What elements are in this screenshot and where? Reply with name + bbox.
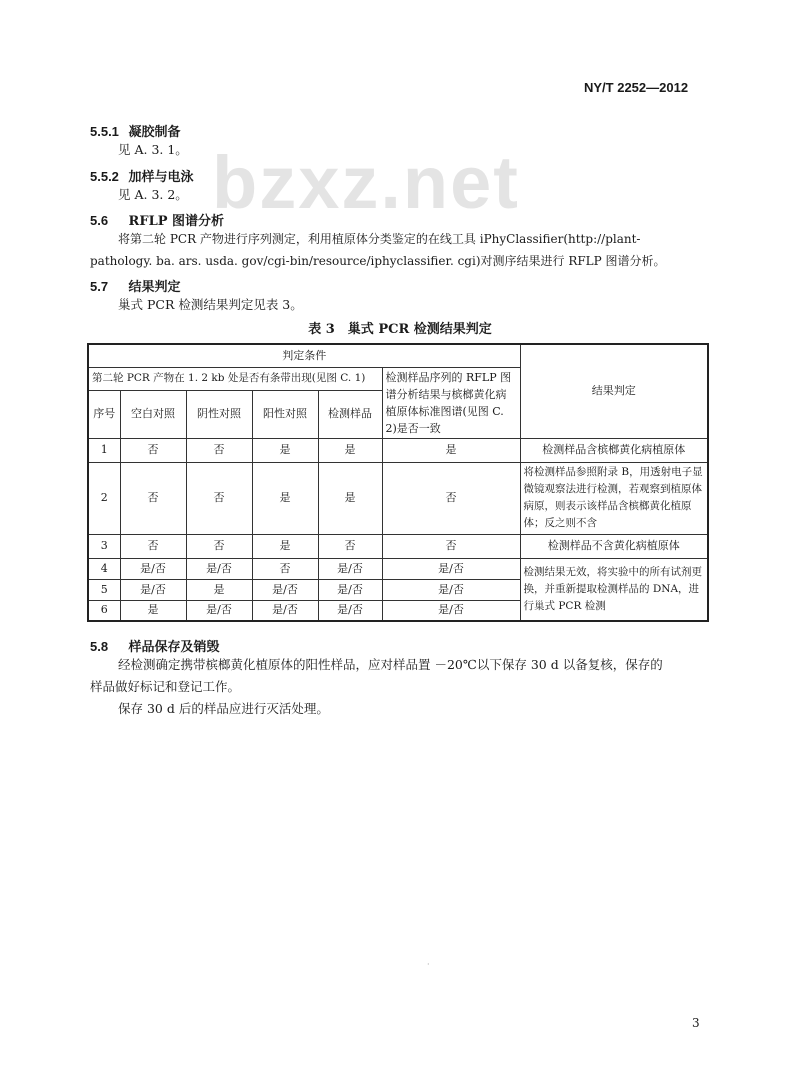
section-title: RFLP 图谱分析 (128, 214, 225, 229)
table-row (88, 462, 708, 534)
section-title: 凝胶制备 (128, 125, 181, 140)
cell-blank: 是 (120, 600, 186, 621)
column-header: 空白对照 (120, 390, 186, 438)
cell-blank: 否 (120, 534, 186, 558)
cell-result: 检测样品含槟榔黄化病植原体 (520, 438, 708, 462)
page-number: 3 (692, 1016, 700, 1030)
section-body-5-8-line3: 保存 30 d 后的样品应进行灭活处理。 (118, 701, 329, 716)
section-number: 5.8 (90, 639, 109, 654)
cell-rflp: 是/否 (382, 579, 520, 600)
column-header: 阳性对照 (252, 390, 318, 438)
column-header: 序号 (88, 390, 120, 438)
cell-negative: 否 (186, 462, 252, 534)
cell-negative: 是 (186, 579, 252, 600)
cell-blank: 是/否 (120, 579, 186, 600)
section-body-5-7: 巢式 PCR 检测结果判定见表 3。 (118, 297, 303, 312)
cell-sample: 是/否 (318, 579, 382, 600)
cell-positive: 是 (252, 534, 318, 558)
table-header-first-round: 第二轮 PCR 产物在 1. 2 kb 处是否有条带出现(见图 C. 1) (88, 367, 382, 390)
cell-positive: 是/否 (252, 579, 318, 600)
section-heading-5-5-2 (90, 166, 194, 185)
cell-positive: 是/否 (252, 600, 318, 621)
cell-no: 3 (88, 534, 120, 558)
column-header: 阴性对照 (186, 390, 252, 438)
cell-sample: 是/否 (318, 600, 382, 621)
cell-negative: 否 (186, 438, 252, 462)
cell-result: 将检测样品参照附录 B，用透射电子显微镜观察法进行检测，若观察到植原体病原，则表示该样品含槟榔黄化植原体；反之则不含 (520, 462, 708, 534)
cell-sample: 否 (318, 534, 382, 558)
cell-positive: 是 (252, 438, 318, 462)
section-title: 样品保存及销毁 (128, 640, 220, 655)
section-body-5-5-1: 见 A. 3. 1。 (118, 142, 188, 157)
cell-no: 6 (88, 600, 120, 621)
section-body-5-8-line1: 经检测确定携带槟榔黄化植原体的阳性样品，应对样品置 －20℃以下保存 30 d 以备复核，保存的 (118, 657, 663, 672)
cell-negative: 是/否 (186, 600, 252, 621)
section-body-5-6-line2: pathology. ba. ars. usda. gov/cgi-bin/resource/iphyclassifier. cgi)对测序结果进行 RFLP 图谱分析。 (90, 254, 666, 268)
section-body-5-5-2: 见 A. 3. 2。 (118, 187, 188, 202)
cell-result: 检测样品不含黄化病植原体 (520, 534, 708, 558)
section-body-5-6-line1: 将第二轮 PCR 产物进行序列测定，利用植原体分类鉴定的在线工具 iPhyClassifier(http://plant- (118, 232, 641, 246)
cell-no: 2 (88, 462, 120, 534)
section-body-5-8-line2: 样品做好标记和登记工作。 (90, 679, 241, 694)
cell-rflp: 是 (382, 438, 520, 462)
cell-no: 4 (88, 558, 120, 579)
standard-number: NY/T 2252—2012 (584, 80, 689, 95)
cell-rflp: 是/否 (382, 558, 520, 579)
cell-blank: 否 (120, 462, 186, 534)
table-header-result: 结果判定 (520, 344, 708, 438)
scan-speck: · (427, 960, 430, 969)
cell-result: 检测结果无效，将实验中的所有试剂更换，并重新提取检测样品的 DNA，进行巢式 PCR 检测 (520, 558, 708, 621)
table-row (88, 558, 708, 579)
section-heading-5-6 (90, 210, 224, 229)
cell-blank: 是/否 (120, 558, 186, 579)
cell-no: 5 (88, 579, 120, 600)
section-heading-5-8 (90, 636, 220, 655)
section-heading-5-5-1 (90, 121, 181, 140)
section-number: 5.7 (90, 279, 109, 294)
section-heading-5-7 (90, 276, 181, 295)
section-title: 加样与电泳 (128, 170, 194, 185)
section-title: 结果判定 (128, 280, 181, 295)
cell-blank: 否 (120, 438, 186, 462)
cell-positive: 否 (252, 558, 318, 579)
table-row (88, 534, 708, 558)
table-header-group: 判定条件 (88, 344, 520, 367)
table-header-rflp: 检测样品序列的 RFLP 图谱分析结果与槟榔黄化病植原体标准图谱(见图 C. 2)是否一致 (382, 367, 520, 438)
section-number: 5.6 (90, 213, 109, 228)
watermark-text: bzxz.net (212, 141, 520, 224)
cell-positive: 是 (252, 462, 318, 534)
cell-rflp: 否 (382, 534, 520, 558)
table-caption: 表 3 巢式 PCR 检测结果判定 (308, 322, 492, 337)
result-table (87, 343, 709, 622)
column-header: 检测样品 (318, 390, 382, 438)
section-number: 5.5.1 (90, 124, 119, 139)
cell-no: 1 (88, 438, 120, 462)
cell-sample: 是 (318, 438, 382, 462)
cell-negative: 否 (186, 534, 252, 558)
cell-rflp: 是/否 (382, 600, 520, 621)
section-number: 5.5.2 (90, 169, 119, 184)
table-row (88, 438, 708, 462)
cell-negative: 是/否 (186, 558, 252, 579)
cell-rflp: 否 (382, 462, 520, 534)
cell-sample: 是 (318, 462, 382, 534)
cell-sample: 是/否 (318, 558, 382, 579)
